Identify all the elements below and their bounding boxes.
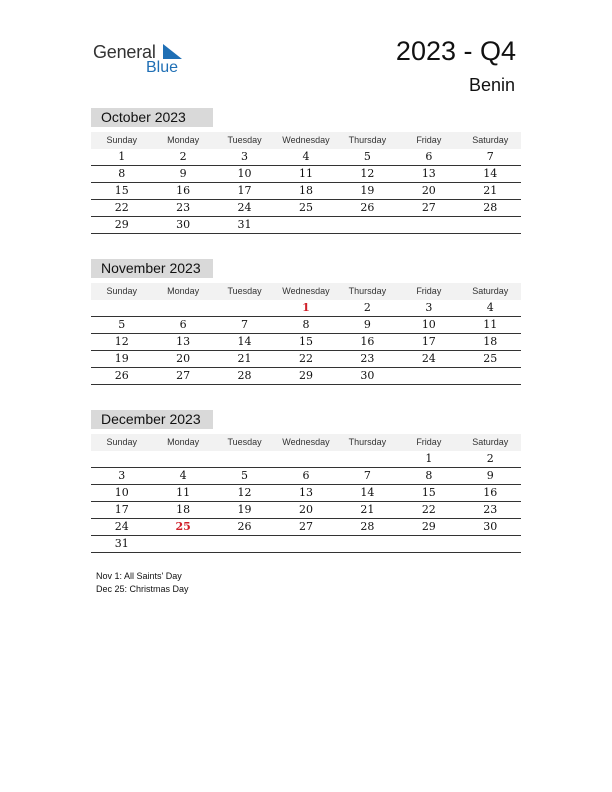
holiday-day-cell: 1 [302,301,310,314]
day-cell: 11 [176,486,191,499]
day-cell: 2 [179,150,187,163]
day-cell: 14 [237,335,252,348]
day-cell [460,368,521,384]
weekday-header [91,434,521,451]
day-cell: 25 [298,201,313,214]
day-cell: 24 [114,520,129,533]
holiday-note: Dec 25: Christmas Day [96,584,189,594]
day-cell: 22 [298,352,313,365]
logo-general-text: General [93,42,156,62]
holiday-notes [96,570,189,596]
day-cell [91,451,152,467]
day-cell: 11 [483,318,498,331]
day-cell [398,368,459,384]
day-cell [275,451,336,467]
weekday-header [91,283,521,300]
day-cell: 26 [237,520,252,533]
day-cell: 22 [421,503,436,516]
weekday-label: Sunday [106,437,137,447]
day-cell: 8 [425,469,433,482]
holiday-note: Nov 1: All Saints' Day [96,571,182,581]
week-row [91,502,521,519]
week-row [91,536,521,553]
day-cell: 4 [302,150,310,163]
weekday-label: Tuesday [227,437,262,447]
day-cell: 13 [421,167,436,180]
day-cell: 19 [114,352,129,365]
day-cell [214,536,275,552]
weekday-label: Tuesday [227,135,262,145]
day-cell: 3 [118,469,126,482]
day-cell: 30 [360,369,375,382]
day-cell [214,300,275,316]
day-cell: 27 [176,369,191,382]
day-cell: 3 [241,150,249,163]
weekday-header [91,132,521,149]
day-cell: 20 [421,184,436,197]
weekday-label: Friday [416,437,442,447]
day-cell: 22 [114,201,129,214]
day-cell: 28 [483,201,498,214]
day-cell: 29 [114,218,129,231]
day-cell: 13 [176,335,191,348]
day-cell: 20 [298,503,313,516]
day-cell [337,217,398,233]
day-cell: 31 [114,537,129,550]
weekday-label: Wednesday [282,437,330,447]
day-cell: 3 [425,301,433,314]
day-cell [275,536,336,552]
day-cell: 12 [237,486,252,499]
day-cell: 9 [486,469,494,482]
weekday-label: Monday [167,286,200,296]
day-cell: 24 [421,352,436,365]
day-cell: 9 [179,167,187,180]
day-cell: 9 [363,318,371,331]
day-cell [337,536,398,552]
week-row [91,300,521,317]
day-cell: 2 [363,301,371,314]
day-cell: 15 [298,335,313,348]
day-cell: 12 [360,167,375,180]
day-cell: 23 [483,503,498,516]
weekday-label: Saturday [472,135,509,145]
weekday-label: Monday [167,135,200,145]
weekday-label: Saturday [472,286,509,296]
day-cell: 21 [237,352,252,365]
week-row [91,351,521,368]
weekday-label: Saturday [472,437,509,447]
day-cell: 14 [360,486,375,499]
day-cell: 27 [298,520,313,533]
day-cell: 8 [302,318,310,331]
weekday-label: Friday [416,286,442,296]
day-cell: 18 [176,503,191,516]
day-cell: 4 [486,301,494,314]
weekday-label: Monday [167,437,200,447]
day-cell: 8 [118,167,126,180]
month-calendar [91,259,521,385]
day-cell: 23 [176,201,191,214]
day-cell [460,536,521,552]
day-cell [398,536,459,552]
week-row [91,451,521,468]
day-cell: 27 [421,201,436,214]
day-cell: 4 [179,469,187,482]
weekday-label: Sunday [106,135,137,145]
day-cell: 20 [176,352,191,365]
month-label: December 2023 [91,410,213,429]
day-cell: 10 [237,167,252,180]
day-cell: 18 [483,335,498,348]
day-cell [337,451,398,467]
week-row [91,200,521,217]
week-row [91,166,521,183]
day-cell: 29 [421,520,436,533]
day-cell: 14 [483,167,498,180]
day-cell: 17 [114,503,129,516]
day-cell: 19 [360,184,375,197]
day-cell [460,217,521,233]
day-cell: 17 [237,184,252,197]
day-cell: 28 [360,520,375,533]
month-calendar [91,108,521,234]
day-cell: 5 [118,318,126,331]
day-cell: 6 [302,469,310,482]
day-cell: 1 [425,452,433,465]
day-cell [152,451,213,467]
day-cell: 24 [237,201,252,214]
week-row [91,149,521,166]
day-cell: 26 [360,201,375,214]
day-cell: 1 [118,150,126,163]
page-title: 2023 - Q4 [395,36,516,66]
weekday-label: Tuesday [227,286,262,296]
week-row [91,334,521,351]
day-cell: 7 [486,150,494,163]
logo-blue-text: Blue [146,59,179,76]
weekday-label: Wednesday [282,286,330,296]
day-cell: 19 [237,503,252,516]
weekday-label: Thursday [348,135,387,145]
day-cell: 26 [114,369,129,382]
week-row [91,519,521,536]
day-cell: 16 [176,184,191,197]
weekday-label: Friday [416,135,442,145]
weekday-label: Sunday [106,286,137,296]
day-cell: 28 [237,369,252,382]
day-cell: 15 [114,184,129,197]
day-cell: 16 [483,486,498,499]
month-label: November 2023 [91,259,213,278]
day-cell: 5 [241,469,249,482]
day-cell [398,217,459,233]
week-row [91,217,521,234]
day-cell: 23 [360,352,375,365]
day-cell: 16 [360,335,375,348]
day-cell [214,451,275,467]
day-cell: 10 [421,318,436,331]
day-cell: 30 [176,218,191,231]
day-cell: 6 [179,318,187,331]
holiday-day-cell: 25 [175,520,191,533]
weekday-label: Thursday [348,286,387,296]
day-cell: 13 [298,486,313,499]
country-name: Benin [468,75,515,95]
day-cell: 10 [114,486,129,499]
day-cell: 21 [483,184,498,197]
week-row [91,183,521,200]
month-label: October 2023 [91,108,213,127]
day-cell: 21 [360,503,375,516]
week-row [91,317,521,334]
logo-flag-icon [163,44,183,60]
day-cell: 2 [486,452,494,465]
month-calendar [91,410,521,553]
day-cell: 17 [421,335,436,348]
weekday-label: Thursday [348,437,387,447]
day-cell: 15 [421,486,436,499]
day-cell: 30 [483,520,498,533]
generalblue-logo [93,40,193,80]
day-cell: 7 [363,469,371,482]
day-cell: 25 [483,352,498,365]
day-cell [91,300,152,316]
day-cell: 12 [114,335,129,348]
day-cell: 31 [237,218,252,231]
day-cell: 5 [363,150,371,163]
week-row [91,468,521,485]
day-cell: 29 [298,369,313,382]
day-cell: 11 [298,167,313,180]
day-cell [275,217,336,233]
day-cell [152,300,213,316]
day-cell [152,536,213,552]
day-cell: 6 [425,150,433,163]
day-cell: 18 [298,184,313,197]
day-cell: 7 [241,318,249,331]
week-row [91,368,521,385]
week-row [91,485,521,502]
weekday-label: Wednesday [282,135,330,145]
